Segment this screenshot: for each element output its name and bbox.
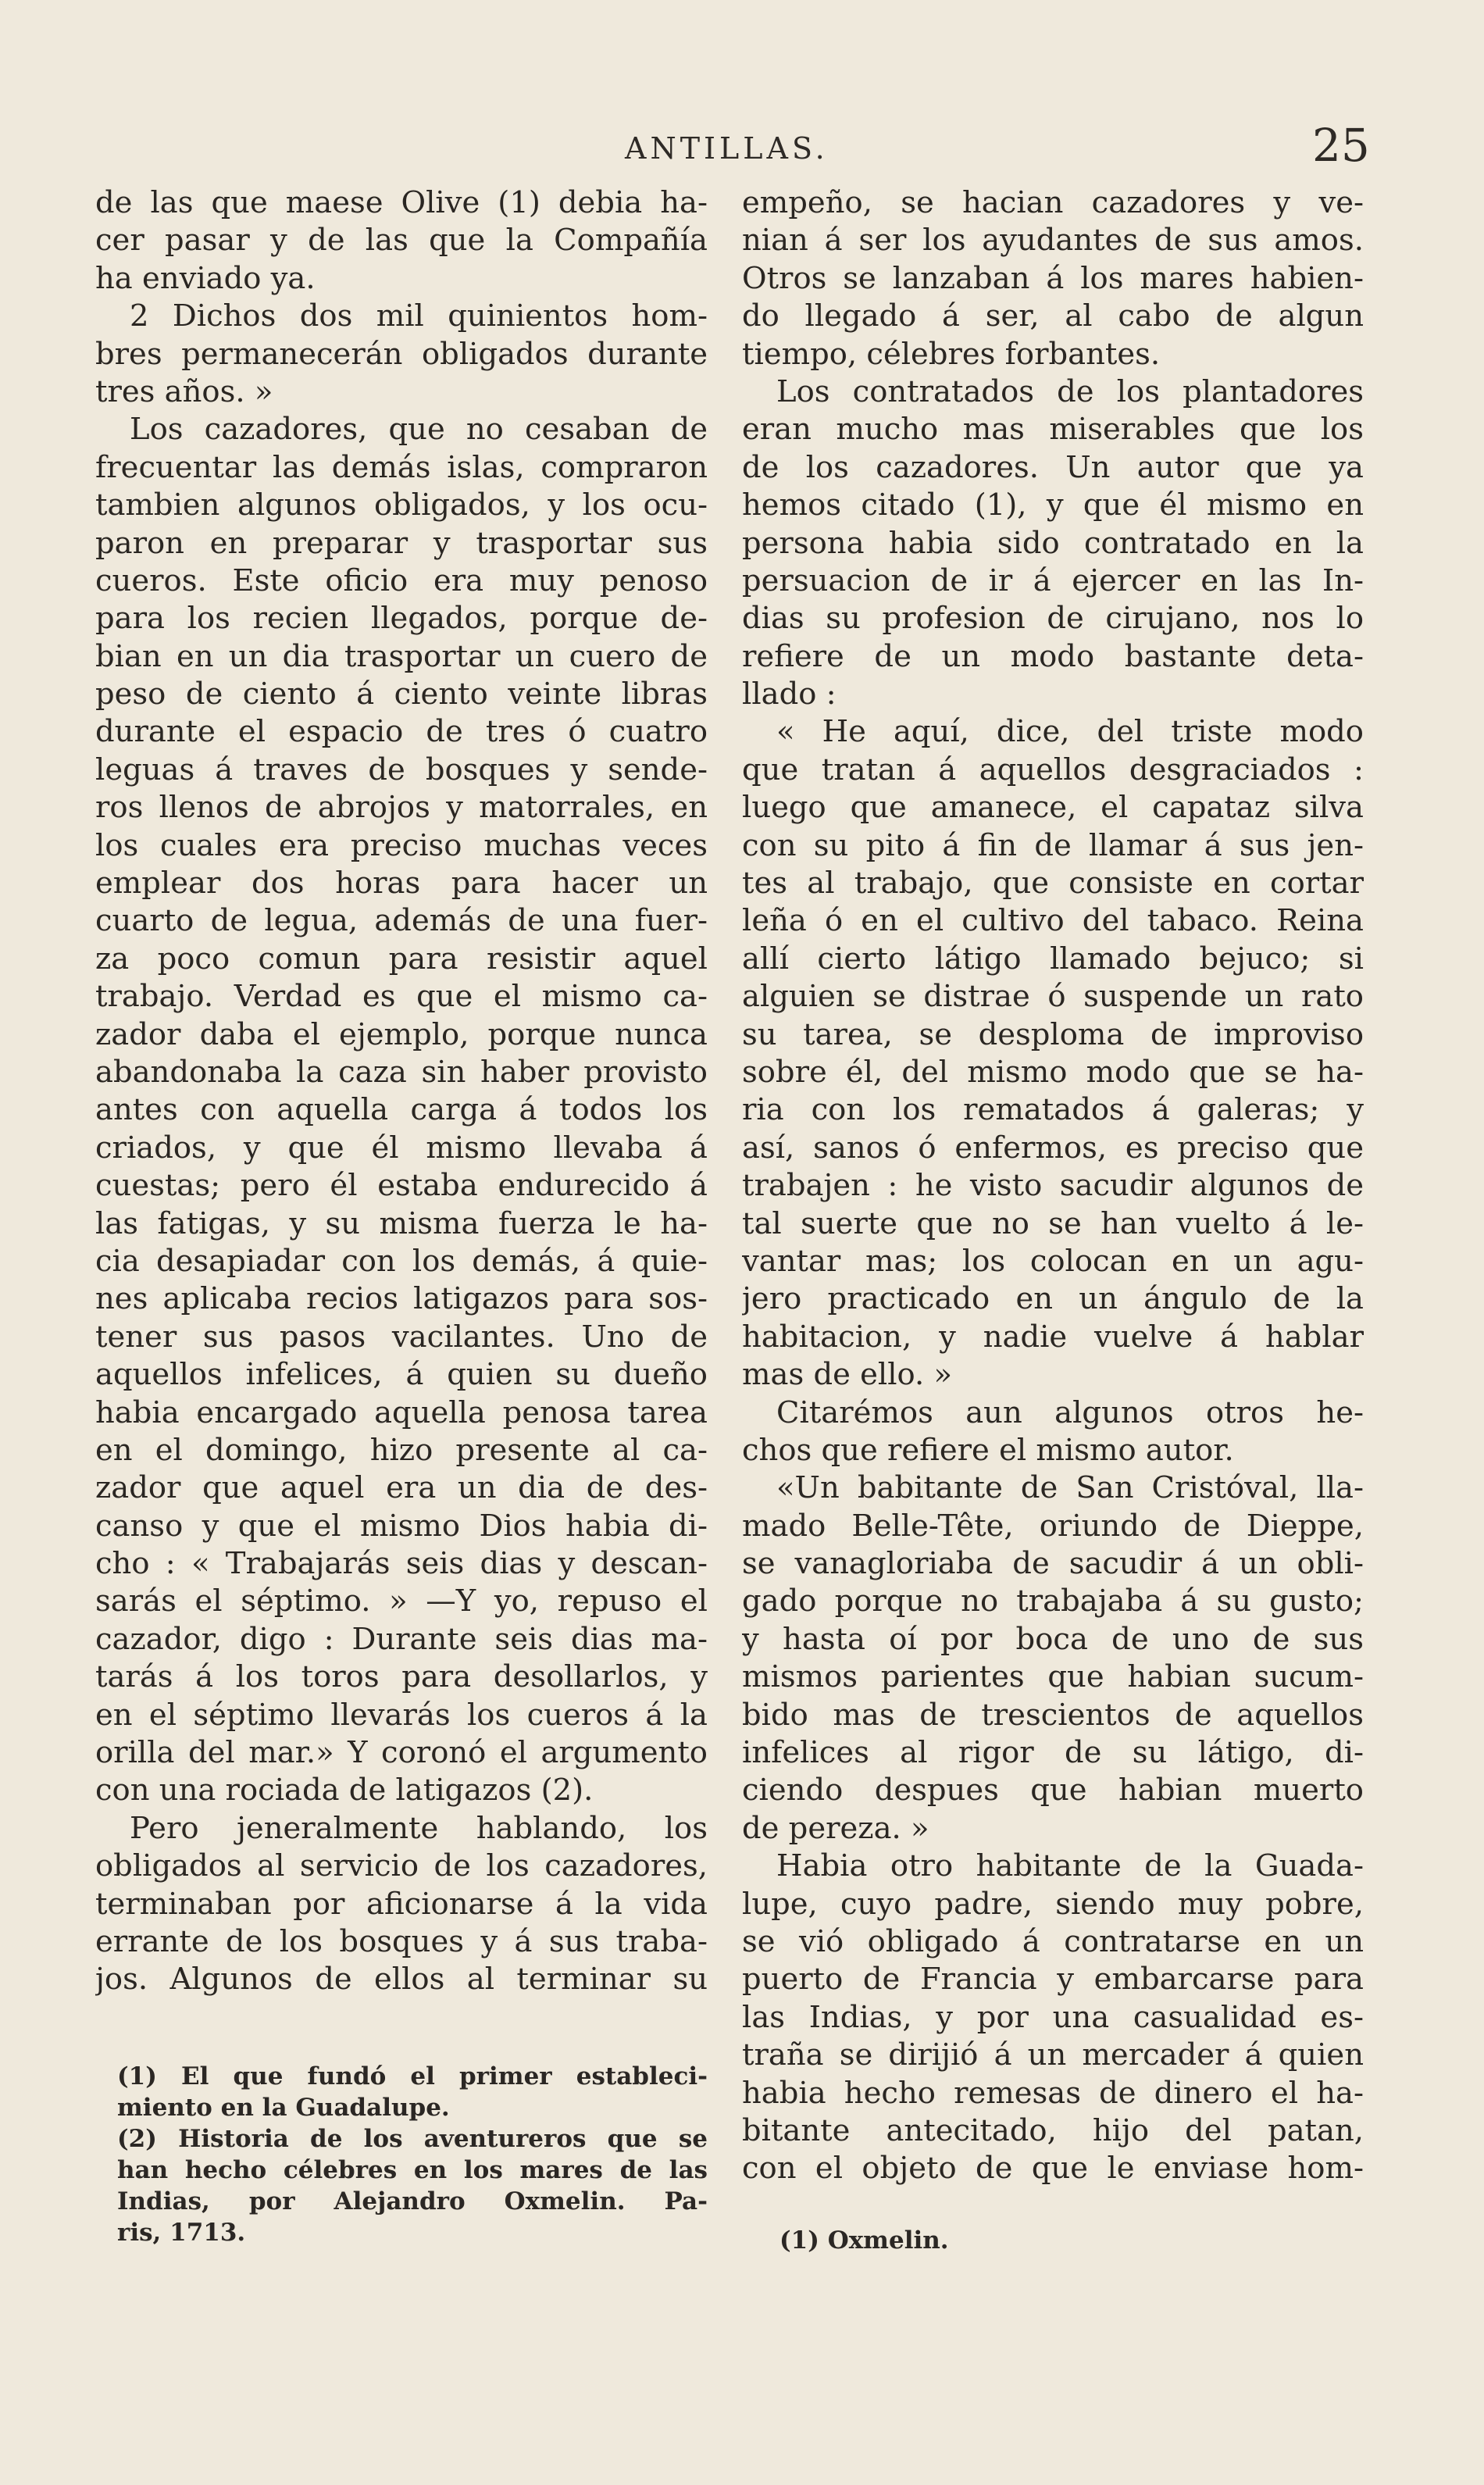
text-line: bido mas de trescientos de aquellos	[742, 1697, 1364, 1733]
text-line: persona habia sido contratado en la	[742, 525, 1364, 561]
text-line: se vió obligado á contratarse en un	[742, 1923, 1364, 1959]
text-line: abandonaba la caza sin haber provisto	[95, 1054, 708, 1090]
text-line: tener sus pasos vacilantes. Uno de	[95, 1319, 708, 1355]
text-line: en el domingo, hizo presente al ca-	[95, 1432, 708, 1468]
text-line: orilla del mar.» Y coronó el argumento	[95, 1735, 708, 1771]
text-line: con su pito á fin de llamar á sus jen-	[742, 827, 1364, 863]
text-line: los cuales era preciso muchas veces	[95, 827, 708, 863]
left-footnotes	[117, 2061, 708, 2248]
text-line: bres permanecerán obligados durante	[95, 336, 708, 372]
text-line: mas de ello. »	[742, 1357, 953, 1393]
text-line: Los contratados de los plantadores	[776, 373, 1364, 409]
text-line: leguas á traves de bosques y sende-	[95, 752, 708, 787]
text-line: su tarea, se desploma de improviso	[742, 1016, 1364, 1052]
text-line: y hasta oí por boca de uno de sus	[742, 1621, 1364, 1657]
text-line: aquellos infelices, á quien su dueño	[95, 1357, 708, 1393]
footnote-line: miento en la Guadalupe.	[117, 2094, 450, 2122]
text-line: empeño, se hacian cazadores y ve-	[742, 185, 1364, 220]
text-line: mismos parientes que habian sucum-	[742, 1659, 1364, 1695]
text-line: ha enviado ya.	[95, 260, 316, 296]
text-line: infelices al rigor de su látigo, di-	[742, 1735, 1364, 1771]
text-line: tes al trabajo, que consiste en cortar	[742, 866, 1364, 902]
text-line: Habia otro habitante de la Guada-	[776, 1848, 1364, 1884]
text-line: las Indias, y por una casualidad es-	[742, 1999, 1364, 2035]
text-line: persuacion de ir á ejercer en las In-	[742, 562, 1364, 598]
text-line: ciendo despues que habian muerto	[742, 1773, 1364, 1808]
text-line: cazador, digo : Durante seis dias ma-	[95, 1621, 708, 1657]
text-line: cho : « Trabajarás seis dias y descan-	[95, 1546, 708, 1582]
right-text-column	[742, 184, 1364, 2188]
text-line: que tratan á aquellos desgraciados :	[742, 752, 1364, 787]
text-line: Citarémos aun algunos otros he-	[776, 1394, 1364, 1430]
text-line: llado :	[742, 677, 837, 712]
text-line: chos que refiere el mismo autor.	[742, 1432, 1234, 1468]
text-line: terminaban por aficionarse á la vida	[95, 1886, 708, 1922]
footnote-line: ris, 1713.	[117, 2219, 246, 2247]
text-line: antes con aquella carga á todos los	[95, 1092, 708, 1128]
left-text-column	[95, 184, 708, 1999]
page-number: 25	[1312, 119, 1370, 172]
text-line: de los cazadores. Un autor que ya	[742, 449, 1364, 485]
text-line: sarás el séptimo. » —Y yo, repuso el	[95, 1583, 708, 1619]
text-line: de pereza. »	[742, 1810, 929, 1846]
text-line: así, sanos ó enfermos, es preciso que	[742, 1130, 1364, 1166]
text-line: za poco comun para resistir aquel	[95, 941, 708, 977]
text-line: ros llenos de abrojos y matorrales, en	[95, 790, 708, 826]
footnote-line: (1) Oxmelin.	[779, 2226, 949, 2255]
footnote-line: (1) El que fundó el primer estableci-	[117, 2062, 708, 2090]
text-line: jos. Algunos de ellos al terminar su	[95, 1962, 708, 1998]
text-line: cia desapiadar con los demás, á quie-	[95, 1243, 708, 1279]
text-line: para los recien llegados, porque de-	[95, 601, 708, 637]
text-line: trabajen : he visto sacudir algunos de	[742, 1168, 1364, 1204]
text-line: cuarto de legua, además de una fuer-	[95, 903, 708, 939]
text-line: cueros. Este oficio era muy penoso	[95, 562, 708, 598]
text-line: de las que maese Olive (1) debia ha-	[95, 185, 708, 220]
text-line: zador que aquel era un dia de des-	[95, 1470, 708, 1506]
text-line: tal suerte que no se han vuelto á le-	[742, 1205, 1364, 1241]
text-line: tarás á los toros para desollarlos, y	[95, 1659, 708, 1695]
footnote-line: han hecho célebres en los mares de las	[117, 2156, 708, 2184]
text-line: tres años. »	[95, 373, 273, 409]
text-line: mado Belle-Tête, oriundo de Dieppe,	[742, 1508, 1364, 1544]
text-line: jero practicado en un ángulo de la	[742, 1281, 1364, 1317]
text-line: habitacion, y nadie vuelve á hablar	[742, 1319, 1364, 1355]
text-line: dias su profesion de cirujano, nos lo	[742, 601, 1364, 637]
text-line: luego que amanece, el capataz silva	[742, 790, 1364, 826]
text-line: con el objeto de que le enviase hom-	[742, 2151, 1364, 2187]
text-line: traña se dirijió á un mercader á quien	[742, 2037, 1364, 2073]
text-line: habia hecho remesas de dinero el ha-	[742, 2075, 1364, 2111]
text-line: obligados al servicio de los cazadores,	[95, 1848, 708, 1884]
text-line: ria con los rematados á galeras; y	[742, 1092, 1364, 1128]
text-line: Los cazadores, que no cesaban de	[130, 412, 708, 448]
text-line: alguien se distrae ó suspende un rato	[742, 979, 1364, 1015]
text-line: Otros se lanzaban á los mares habien-	[742, 260, 1364, 296]
text-line: con una rociada de latigazos (2).	[95, 1773, 594, 1808]
text-line: frecuentar las demás islas, compraron	[95, 449, 708, 485]
text-line: emplear dos horas para hacer un	[95, 866, 708, 902]
text-line: errante de los bosques y á sus traba-	[95, 1923, 708, 1959]
text-line: bitante antecitado, hijo del patan,	[742, 2112, 1364, 2148]
text-line: criados, y que él mismo llevaba á	[95, 1130, 708, 1166]
text-line: allí cierto látigo llamado bejuco; si	[742, 941, 1364, 977]
text-line: paron en preparar y trasportar sus	[95, 525, 708, 561]
text-line: durante el espacio de tres ó cuatro	[95, 714, 708, 750]
text-line: do llegado á ser, al cabo de algun	[742, 298, 1364, 334]
text-line: nes aplicaba recios latigazos para sos-	[95, 1281, 708, 1317]
text-line: gado porque no trabajaba á su gusto;	[742, 1583, 1364, 1619]
text-line: lupe, cuyo padre, siendo muy pobre,	[742, 1886, 1364, 1922]
text-line: nian á ser los ayudantes de sus amos.	[742, 223, 1364, 259]
text-line: 2 Dichos dos mil quinientos hom-	[130, 298, 708, 334]
text-line: tambien algunos obligados, y los ocu-	[95, 487, 708, 523]
text-line: hemos citado (1), y que él mismo en	[742, 487, 1364, 523]
text-line: bian en un dia trasportar un cuero de	[95, 638, 708, 674]
text-line: « He aquí, dice, del triste modo	[776, 714, 1364, 750]
text-line: refiere de un modo bastante deta-	[742, 638, 1364, 674]
text-line: canso y que el mismo Dios habia di-	[95, 1508, 708, 1544]
text-line: zador daba el ejemplo, porque nunca	[95, 1016, 708, 1052]
text-line: habia encargado aquella penosa tarea	[95, 1394, 708, 1430]
text-line: cer pasar y de las que la Compañía	[95, 223, 708, 259]
text-line: se vanagloriaba de sacudir á un obli-	[742, 1546, 1364, 1582]
text-line: eran mucho mas miserables que los	[742, 412, 1364, 448]
text-line: peso de ciento á ciento veinte libras	[95, 677, 708, 712]
text-line: vantar mas; los colocan en un agu-	[742, 1243, 1364, 1279]
footnote-line: (2) Historia de los aventureros que se	[117, 2125, 708, 2153]
text-line: puerto de Francia y embarcarse para	[742, 1962, 1364, 1998]
text-line: leña ó en el cultivo del tabaco. Reina	[742, 903, 1364, 939]
text-line: sobre él, del mismo modo que se ha-	[742, 1054, 1364, 1090]
text-line: trabajo. Verdad es que el mismo ca-	[95, 979, 708, 1015]
text-line: cuestas; pero él estaba endurecido á	[95, 1168, 708, 1204]
running-head: ANTILLAS.	[625, 131, 829, 166]
text-line: las fatigas, y su misma fuerza le ha-	[95, 1205, 708, 1241]
text-line: en el séptimo llevarás los cueros á la	[95, 1697, 708, 1733]
right-footnotes	[779, 2225, 1217, 2256]
footnote-line: Indias, por Alejandro Oxmelin. Pa-	[117, 2187, 708, 2215]
text-line: «Un babitante de San Cristóval, lla-	[776, 1470, 1364, 1506]
text-line: tiempo, célebres forbantes.	[742, 336, 1161, 372]
text-line: Pero jeneralmente hablando, los	[130, 1810, 708, 1846]
